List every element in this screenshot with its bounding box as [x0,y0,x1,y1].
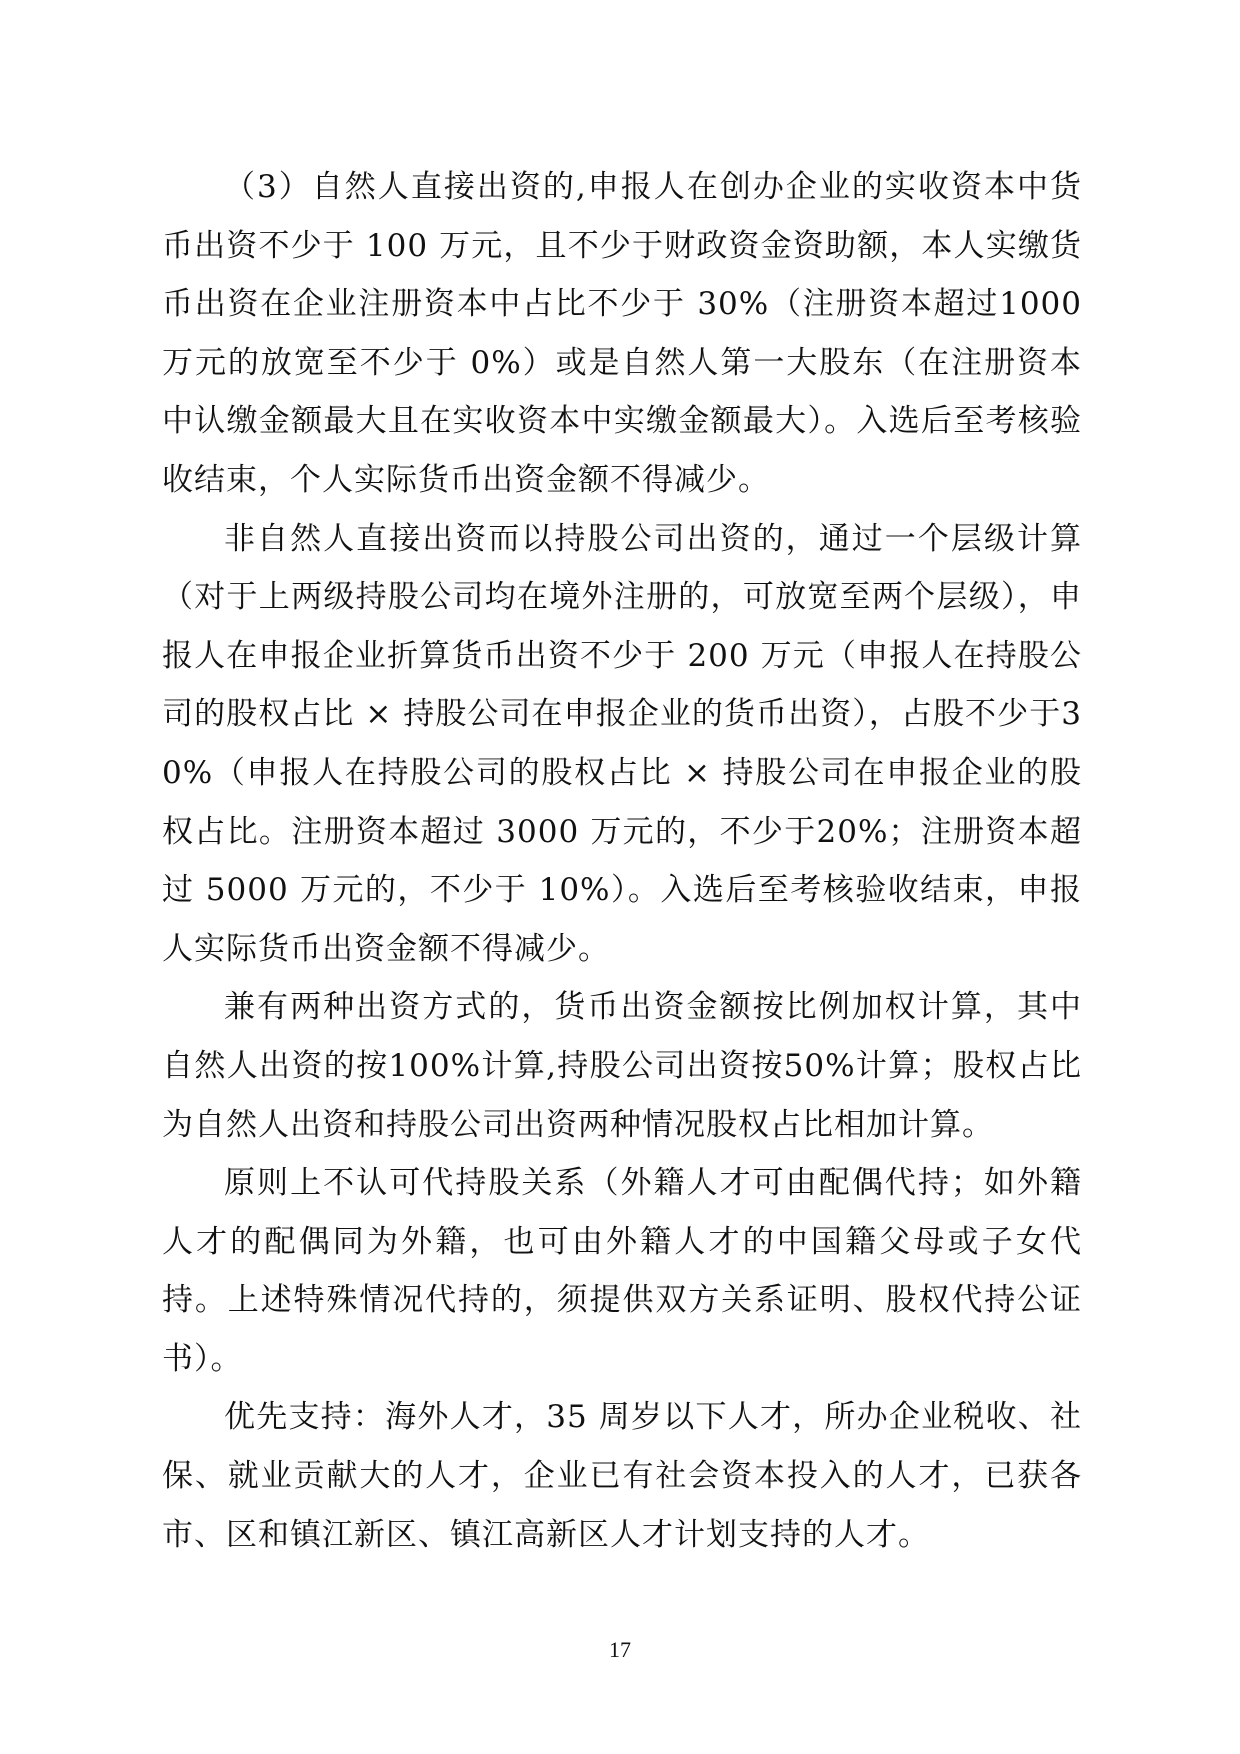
body-text [162,158,1082,1564]
paragraph-priority-support: 优先支持：海外人才，35 周岁以下人才，所办企业税收、社保、就业贡献大的人才，企业已有社会资本投入的人才，已获各市、区和镇江新区、镇江高新区人才计划支持的人才。 [162,1399,1082,1553]
paragraph-holding-company-investment: 非自然人直接出资而以持股公司出资的，通过一个层级计算（对于上两级持股公司均在境外注册的，可放宽至两个层级），申报人在申报企业折算货币出资不少于 200 万元（申报人在持股公司的股权占比 × 持股公司在申报企业的货币出资），占股不少于30%（申报人在持股公司的股权占比 × 持股公司在申报企业的股权占比。注册资本超过 3000 万元的，不少于20%；注册资本超过 5000 万元的，不少于 10%）。入选后至考核验收结束，申报人实际货币出资金额不得减少。 [162,520,1082,967]
paragraph-proxy-holding: 原则上不认可代持股关系（外籍人才可由配偶代持；如外籍人才的配偶同为外籍，也可由外籍人才的中国籍父母或子女代持。上述特殊情况代持的，须提供双方关系证明、股权代持公证书）。 [162,1165,1082,1377]
page-number: 17 [609,1637,631,1662]
paragraph-combined-investment: 兼有两种出资方式的，货币出资金额按比例加权计算，其中自然人出资的按100%计算,持股公司出资按50%计算；股权占比为自然人出资和持股公司出资两种情况股权占比相加计算。 [162,989,1082,1143]
paragraph-direct-investment: （3）自然人直接出资的,申报人在创办企业的实收资本中货币出资不少于 100 万元，且不少于财政资金资助额，本人实缴货币出资在企业注册资本中占比不少于 30%（注册资本超过1000万元的放宽至不少于 0%）或是自然人第一大股东（在注册资本中认缴金额最大且在实收资本中实缴金额最大）。入选后至考核验收结束，个人实际货币出资金额不得减少。 [162,169,1082,498]
